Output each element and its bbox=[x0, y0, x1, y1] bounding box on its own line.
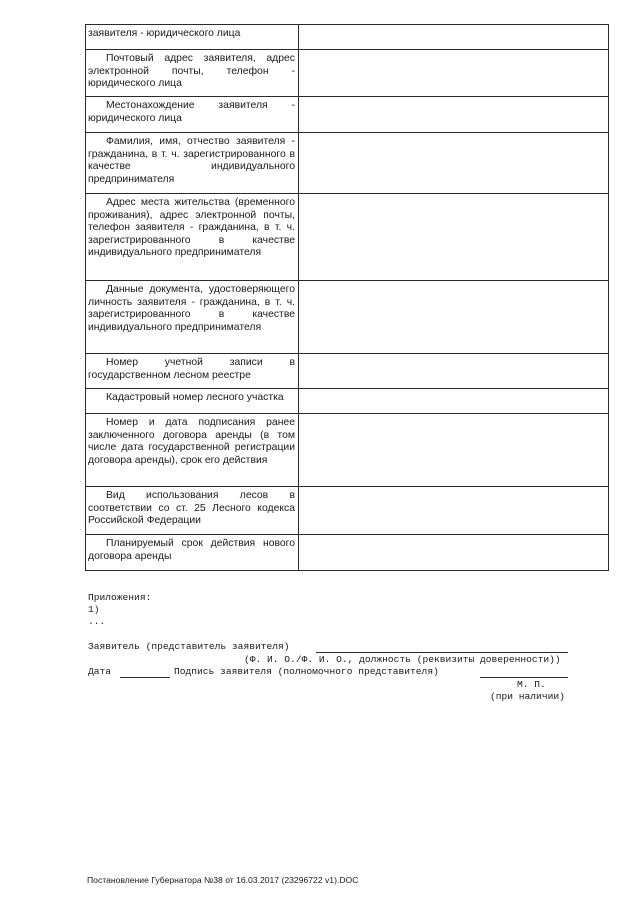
document-footer: Постановление Губернатора №38 от 16.03.2017 (23296722 v1).DOC bbox=[87, 875, 359, 885]
form-row-value[interactable] bbox=[299, 50, 609, 97]
attachments-title: Приложения: bbox=[88, 592, 152, 603]
applicant-hint: (Ф. И. О./Ф. И. О., должность (реквизиты доверенности)) bbox=[244, 654, 561, 665]
form-row bbox=[86, 50, 609, 97]
form-table-body bbox=[86, 25, 609, 571]
date-label: Дата bbox=[88, 666, 112, 677]
form-row bbox=[86, 281, 609, 354]
form-row bbox=[86, 389, 609, 414]
form-row-value[interactable] bbox=[299, 194, 609, 281]
attachment-item-1: 1) bbox=[88, 604, 100, 615]
form-row bbox=[86, 25, 609, 50]
form-row bbox=[86, 535, 609, 571]
signature-line[interactable] bbox=[480, 677, 568, 678]
form-row-value[interactable] bbox=[299, 535, 609, 571]
form-row-value[interactable] bbox=[299, 281, 609, 354]
date-line[interactable] bbox=[120, 677, 170, 678]
form-row bbox=[86, 194, 609, 281]
application-form-table bbox=[85, 24, 609, 571]
form-row-label: Вид использования лесов в соответствии со ст. 25 Лесного кодекса Российской Федерации bbox=[86, 487, 299, 535]
form-row-value[interactable] bbox=[299, 25, 609, 50]
applicant-label: Заявитель (представитель заявителя) bbox=[88, 641, 290, 652]
form-row-label: заявителя - юридического лица bbox=[86, 25, 299, 50]
form-row-label: Данные документа, удостоверяющего личность заявителя - гражданина, в т. ч. зарегистрированного в качестве индивидуального предпринимателя bbox=[86, 281, 299, 354]
form-row bbox=[86, 487, 609, 535]
form-row-value[interactable] bbox=[299, 487, 609, 535]
attachments-more: ... bbox=[88, 616, 106, 627]
form-row-label: Кадастровый номер лесного участка bbox=[86, 389, 299, 414]
form-row-value[interactable] bbox=[299, 414, 609, 487]
form-row-value[interactable] bbox=[299, 97, 609, 133]
stamp-label: М. П. bbox=[517, 679, 546, 690]
applicant-signature-line[interactable] bbox=[316, 652, 568, 653]
form-row bbox=[86, 133, 609, 194]
form-row bbox=[86, 414, 609, 487]
form-row-value[interactable] bbox=[299, 354, 609, 389]
form-row-label: Фамилия, имя, отчество заявителя - гражданина, в т. ч. зарегистрированного в качестве индивидуального предпринимателя bbox=[86, 133, 299, 194]
form-row-value[interactable] bbox=[299, 133, 609, 194]
form-row-label: Планируемый срок действия нового договора аренды bbox=[86, 535, 299, 571]
form-row-label: Адрес места жительства (временного проживания), адрес электронной почты, телефон заявителя - гражданина, в т. ч. зарегистрированного в качестве индивидуального предпринимателя bbox=[86, 194, 299, 281]
form-row-label: Номер учетной записи в государственном лесном реестре bbox=[86, 354, 299, 389]
signature-label: Подпись заявителя (полномочного представителя) bbox=[174, 666, 439, 677]
stamp-hint: (при наличии) bbox=[490, 691, 565, 702]
form-row-label: Местонахождение заявителя - юридического лица bbox=[86, 97, 299, 133]
form-row-label: Номер и дата подписания ранее заключенного договора аренды (в том числе дата государственной регистрации договора аренды), срок его действия bbox=[86, 414, 299, 487]
form-row-value[interactable] bbox=[299, 389, 609, 414]
form-row bbox=[86, 97, 609, 133]
form-row-label: Почтовый адрес заявителя, адрес электронной почты, телефон - юридического лица bbox=[86, 50, 299, 97]
form-row bbox=[86, 354, 609, 389]
